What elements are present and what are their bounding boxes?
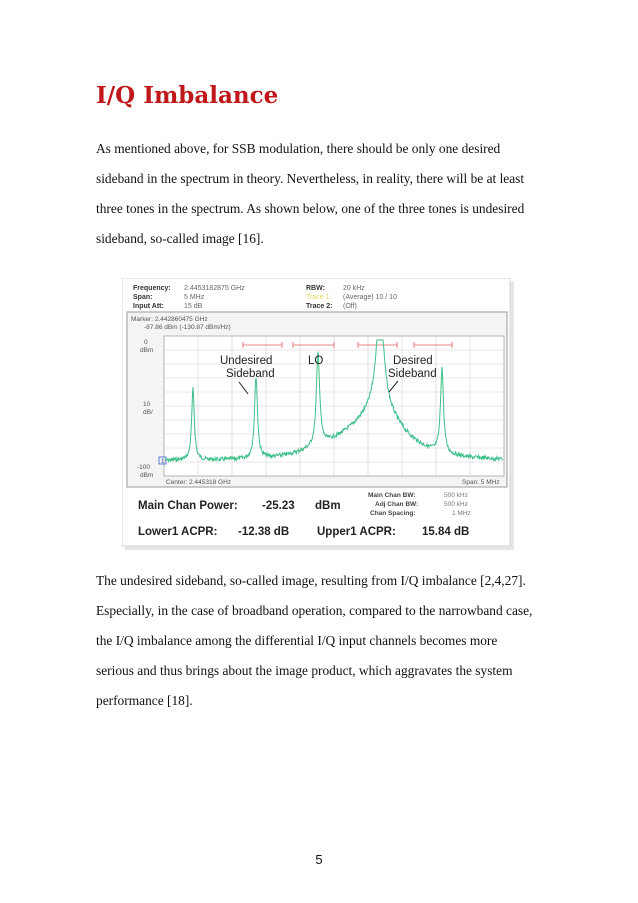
input-att-label: Input Att: xyxy=(133,303,164,310)
desired-sideband-label-line1: Desired xyxy=(393,355,433,367)
desired-sideband-label-line2: Sideband xyxy=(388,368,437,380)
upper-acpr-label: Upper1 ACPR: xyxy=(317,526,396,538)
frequency-label: Frequency: xyxy=(133,285,171,292)
marker-badge: 1 xyxy=(160,459,164,465)
section-heading: I/Q Imbalance xyxy=(96,82,279,109)
upper-acpr-value: 15.84 dB xyxy=(422,526,470,538)
input-att-value: 15 dB xyxy=(184,303,203,310)
chan-spacing-label: Chan Spacing: xyxy=(370,510,416,517)
explanation-paragraph xyxy=(96,566,566,716)
ref-bottom-unit: dBm xyxy=(140,472,154,479)
undesired-sideband-label-line1: Undesired xyxy=(220,355,273,367)
scale-unit: dB/ xyxy=(143,409,153,416)
trace2-label: Trace 2: xyxy=(306,303,333,310)
adj-chan-bw-value: 500 kHz xyxy=(444,501,468,508)
text-line: Especially, in the case of broadband operation, compared to the narrowband case, xyxy=(96,603,533,618)
page-number: 5 xyxy=(315,852,323,867)
span-footer: Span: 5 MHz xyxy=(462,479,500,486)
main-chan-power-unit: dBm xyxy=(315,500,341,512)
text-line: the I/Q imbalance among the differential I/Q input channels becomes more xyxy=(96,633,498,648)
rbw-label: RBW: xyxy=(306,285,325,292)
text-line: sideband in the spectrum in theory. Nevertheless, in reality, there will be at least xyxy=(96,171,525,186)
intro-paragraph xyxy=(96,134,566,254)
span-value: 5 MHz xyxy=(184,294,205,301)
main-chan-power-label: Main Chan Power: xyxy=(138,500,238,512)
lo-label: LO xyxy=(308,355,324,367)
text-line: As mentioned above, for SSB modulation, there should be only one desired xyxy=(96,141,501,156)
scale-value: 10 xyxy=(143,401,151,408)
marker-readout: Marker: 2.442860475 GHz xyxy=(131,316,208,323)
chan-spacing-value: 1 MHz xyxy=(452,510,471,517)
center-frequency: Center: 2.445318 GHz xyxy=(166,479,232,486)
trace2-value: (Off) xyxy=(343,303,357,310)
trace1-value: (Average) 10 / 10 xyxy=(343,294,397,301)
span-label: Span: xyxy=(133,294,153,301)
main-chan-power-value: -25.23 xyxy=(262,500,295,512)
frequency-value: 2.4453182875 GHz xyxy=(184,285,245,292)
text-line: performance [18]. xyxy=(96,693,193,708)
adj-chan-bw-label: Adj Chan BW: xyxy=(375,501,419,508)
text-line: The undesired sideband, so-called image, resulting from I/Q imbalance [2,4,27]. xyxy=(96,573,526,588)
main-chan-bw-label: Main Chan BW: xyxy=(368,492,416,499)
marker-level: -87.86 dBm (-130.87 dBm/Hz) xyxy=(144,324,231,331)
text-line: sideband, so-called image [16]. xyxy=(96,231,264,246)
ref-top-value: 0 xyxy=(144,339,148,346)
ref-top-unit: dBm xyxy=(140,347,154,354)
lower-acpr-value: -12.38 dB xyxy=(238,526,290,538)
ref-bottom-value: -100 xyxy=(137,464,151,471)
text-line: three tones in the spectrum. As shown below, one of the three tones is undesired xyxy=(96,201,525,216)
lower-acpr-label: Lower1 ACPR: xyxy=(138,526,218,538)
main-chan-bw-value: 500 kHz xyxy=(444,492,468,499)
spectrum-screenshot xyxy=(122,278,514,550)
undesired-sideband-label-line2: Sideband xyxy=(226,368,275,380)
trace1-label: Trace 1: xyxy=(306,294,332,301)
rbw-value: 20 kHz xyxy=(343,285,365,292)
text-line: serious and thus brings about the image product, which aggravates the system xyxy=(96,663,513,678)
spectrum-analyzer-figure xyxy=(122,278,514,550)
